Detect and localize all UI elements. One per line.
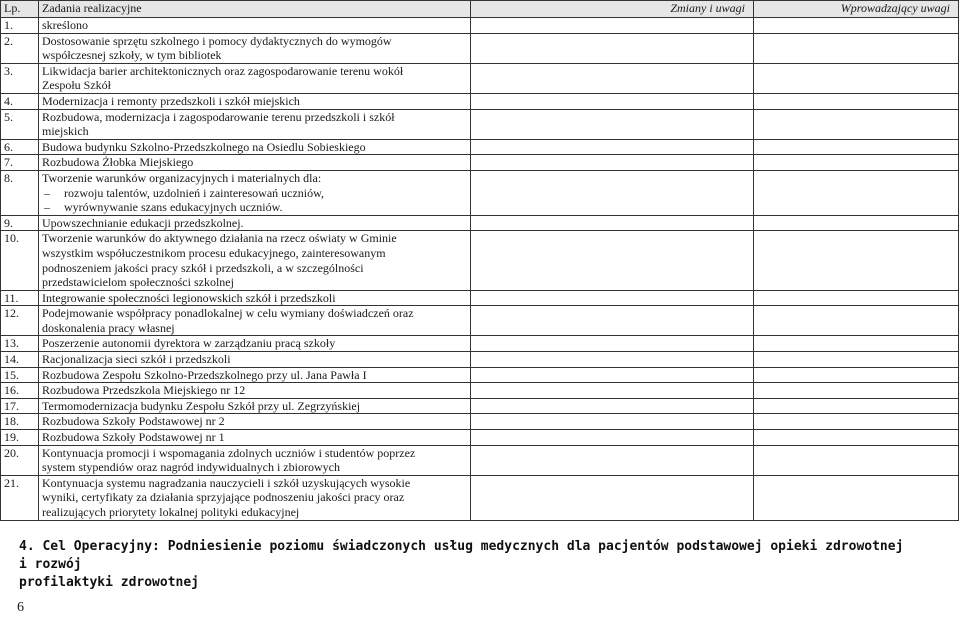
task-subitem <box>42 200 467 215</box>
table-row <box>1 445 959 475</box>
row-number: 7. <box>1 155 39 171</box>
task-text-line: Tworzenie warunków do aktywnego działania na rzecz oświaty w Gminie <box>42 231 397 246</box>
task-subitem <box>42 186 467 201</box>
row-number: 8. <box>1 170 39 215</box>
task-text-line: wyniki, certyfikaty za działania sprzyjające podnoszeniu jakości pracy oraz <box>42 490 405 505</box>
table-row <box>1 398 959 414</box>
intro-cell <box>754 336 959 352</box>
row-number: 10. <box>1 231 39 290</box>
changes-cell <box>471 414 754 430</box>
task-text-line: skreślono <box>42 18 88 32</box>
task-cell <box>39 231 471 290</box>
intro-cell <box>754 475 959 520</box>
table-row <box>1 352 959 368</box>
row-number: 16. <box>1 383 39 399</box>
task-cell <box>39 170 471 215</box>
changes-cell <box>471 336 754 352</box>
task-text-line: Kontynuacja systemu nagradzania nauczycieli i szkół uzyskujących wysokie <box>42 475 411 490</box>
table-row <box>1 18 959 34</box>
table-row <box>1 155 959 171</box>
task-text-line: Rozbudowa Szkoły Podstawowej nr 1 <box>42 430 225 445</box>
changes-cell <box>471 139 754 155</box>
task-text-line: Rozbudowa, modernizacja i zagospodarowanie terenu przedszkoli i szkół <box>42 109 395 124</box>
changes-cell <box>471 231 754 290</box>
intro-cell <box>754 93 959 109</box>
row-number: 17. <box>1 398 39 414</box>
operational-goal-heading <box>19 538 919 592</box>
task-cell <box>39 63 471 93</box>
intro-cell <box>754 430 959 446</box>
table-row <box>1 215 959 231</box>
task-cell <box>39 139 471 155</box>
table-body <box>1 18 959 521</box>
task-text-line: Integrowanie społeczności legionowskich szkół i przedszkoli <box>42 290 336 305</box>
row-number: 19. <box>1 430 39 446</box>
intro-cell <box>754 367 959 383</box>
changes-cell <box>471 383 754 399</box>
row-number: 20. <box>1 445 39 475</box>
table-header-row <box>1 1 959 18</box>
task-cell <box>39 109 471 139</box>
table-row <box>1 93 959 109</box>
task-subitem-text: rozwoju talentów, uzdolnień i zainteresowań uczniów, <box>64 185 325 200</box>
task-text-line: Upowszechnianie edukacji przedszkolnej. <box>42 215 244 230</box>
changes-cell <box>471 93 754 109</box>
table-row <box>1 475 959 520</box>
header-task: Zadania realizacyjne <box>39 1 471 18</box>
intro-cell <box>754 306 959 336</box>
task-cell <box>39 352 471 368</box>
task-text-line: Kontynuacja promocji i wspomagania zdolnych uczniów i studentów poprzez <box>42 445 416 460</box>
task-text-line: miejskich <box>42 124 89 139</box>
task-text-line: Termomodernizacja budynku Zespołu Szkół przy ul. Zegrzyńskiej <box>42 398 361 413</box>
row-number: 9. <box>1 215 39 231</box>
goal-line: 4. Cel Operacyjny: Podniesienie poziomu świadczonych usług medycznych dla pacjentów podstawowej opieki zdrowotnej i rozwój <box>19 539 904 572</box>
intro-cell <box>754 170 959 215</box>
row-number: 14. <box>1 352 39 368</box>
task-text-line: Podejmowanie współpracy ponadlokalnej w celu wymiany doświadczeń oraz <box>42 306 414 321</box>
task-cell <box>39 383 471 399</box>
task-text-line: Modernizacja i remonty przedszkoli i szkół miejskich <box>42 93 300 108</box>
header-intro: Wprowadzający uwagi <box>754 1 959 18</box>
changes-cell <box>471 367 754 383</box>
table-row <box>1 336 959 352</box>
row-number: 15. <box>1 367 39 383</box>
task-text-line: Zespołu Szkół <box>42 78 111 93</box>
table-row <box>1 306 959 336</box>
dash-bullet: – <box>44 200 50 215</box>
table-row <box>1 139 959 155</box>
table-row <box>1 231 959 290</box>
row-number: 11. <box>1 290 39 306</box>
table-row <box>1 383 959 399</box>
row-number: 5. <box>1 109 39 139</box>
intro-cell <box>754 18 959 34</box>
changes-cell <box>471 215 754 231</box>
task-cell <box>39 430 471 446</box>
goal-line: profilaktyki zdrowotnej <box>19 575 200 590</box>
task-text-line: Likwidacja barier architektonicznych oraz zagospodarowanie terenu wokół <box>42 63 404 78</box>
page-number: 6 <box>17 600 24 615</box>
header-changes: Zmiany i uwagi <box>471 1 754 18</box>
table-row <box>1 414 959 430</box>
task-cell <box>39 215 471 231</box>
task-text-line: Budowa budynku Szkolno-Przedszkolnego na Osiedlu Sobieskiego <box>42 139 366 154</box>
task-text-line: Tworzenie warunków organizacyjnych i materialnych dla: <box>42 170 322 185</box>
task-text-line: Racjonalizacja sieci szkół i przedszkoli <box>42 352 231 367</box>
row-number: 2. <box>1 33 39 63</box>
table-row <box>1 290 959 306</box>
task-cell <box>39 93 471 109</box>
task-text-line: Rozbudowa Szkoły Podstawowej nr 2 <box>42 414 225 429</box>
intro-cell <box>754 215 959 231</box>
task-cell <box>39 445 471 475</box>
task-text-line: Rozbudowa Zespołu Szkolno-Przedszkolnego przy ul. Jana Pawła I <box>42 367 367 382</box>
table-row <box>1 109 959 139</box>
row-number: 3. <box>1 63 39 93</box>
intro-cell <box>754 383 959 399</box>
table-row <box>1 367 959 383</box>
changes-cell <box>471 155 754 171</box>
task-cell <box>39 414 471 430</box>
intro-cell <box>754 109 959 139</box>
row-number: 4. <box>1 93 39 109</box>
changes-cell <box>471 445 754 475</box>
intro-cell <box>754 414 959 430</box>
task-text-line: przedstawicielom społeczności szkolnej <box>42 275 234 290</box>
row-number: 1. <box>1 18 39 34</box>
table-row <box>1 33 959 63</box>
changes-cell <box>471 290 754 306</box>
intro-cell <box>754 445 959 475</box>
changes-cell <box>471 109 754 139</box>
intro-cell <box>754 352 959 368</box>
table-row <box>1 63 959 93</box>
row-number: 12. <box>1 306 39 336</box>
changes-cell <box>471 430 754 446</box>
task-text-line: Rozbudowa Żłobka Miejskiego <box>42 155 194 170</box>
changes-cell <box>471 33 754 63</box>
row-number: 13. <box>1 336 39 352</box>
task-text-line: Poszerzenie autonomii dyrektora w zarządzaniu pracą szkoły <box>42 336 336 351</box>
task-text-line: Dostosowanie sprzętu szkolnego i pomocy dydaktycznych do wymogów <box>42 33 392 48</box>
task-cell <box>39 290 471 306</box>
task-text-line: wszystkim współuczestnikom procesu edukacyjnego, zainteresowanym <box>42 245 386 260</box>
table-row <box>1 170 959 215</box>
task-cell <box>39 367 471 383</box>
task-cell <box>39 398 471 414</box>
table-row <box>1 430 959 446</box>
intro-cell <box>754 33 959 63</box>
task-subitem-text: wyrównywanie szans edukacyjnych uczniów. <box>64 200 283 215</box>
row-number: 6. <box>1 139 39 155</box>
intro-cell <box>754 155 959 171</box>
changes-cell <box>471 63 754 93</box>
row-number: 21. <box>1 475 39 520</box>
intro-cell <box>754 139 959 155</box>
intro-cell <box>754 398 959 414</box>
dash-bullet: – <box>44 185 50 200</box>
task-text-line: współczesnej szkoły, w tym bibliotek <box>42 48 222 63</box>
row-number: 18. <box>1 414 39 430</box>
intro-cell <box>754 231 959 290</box>
task-text-line: doskonalenia pracy własnej <box>42 320 175 335</box>
intro-cell <box>754 63 959 93</box>
task-text-line: podnoszeniem jakości pracy szkół i przedszkoli, a w szczególności <box>42 260 364 275</box>
task-cell <box>39 33 471 63</box>
task-text-line: system stypendiów oraz nagród indywidualnych i zbiorowych <box>42 460 340 475</box>
changes-cell <box>471 306 754 336</box>
changes-cell <box>471 170 754 215</box>
changes-cell <box>471 398 754 414</box>
task-cell <box>39 18 471 34</box>
task-text-line: realizujących priorytety lokalnej polityki edukacyjnej <box>42 505 300 519</box>
task-cell <box>39 155 471 171</box>
changes-cell <box>471 18 754 34</box>
task-sublist <box>42 186 467 215</box>
header-lp: Lp. <box>1 1 39 18</box>
changes-cell <box>471 352 754 368</box>
intro-cell <box>754 290 959 306</box>
task-text-line: Rozbudowa Przedszkola Miejskiego nr 12 <box>42 383 246 398</box>
task-cell <box>39 475 471 520</box>
task-cell <box>39 306 471 336</box>
changes-cell <box>471 475 754 520</box>
task-cell <box>39 336 471 352</box>
